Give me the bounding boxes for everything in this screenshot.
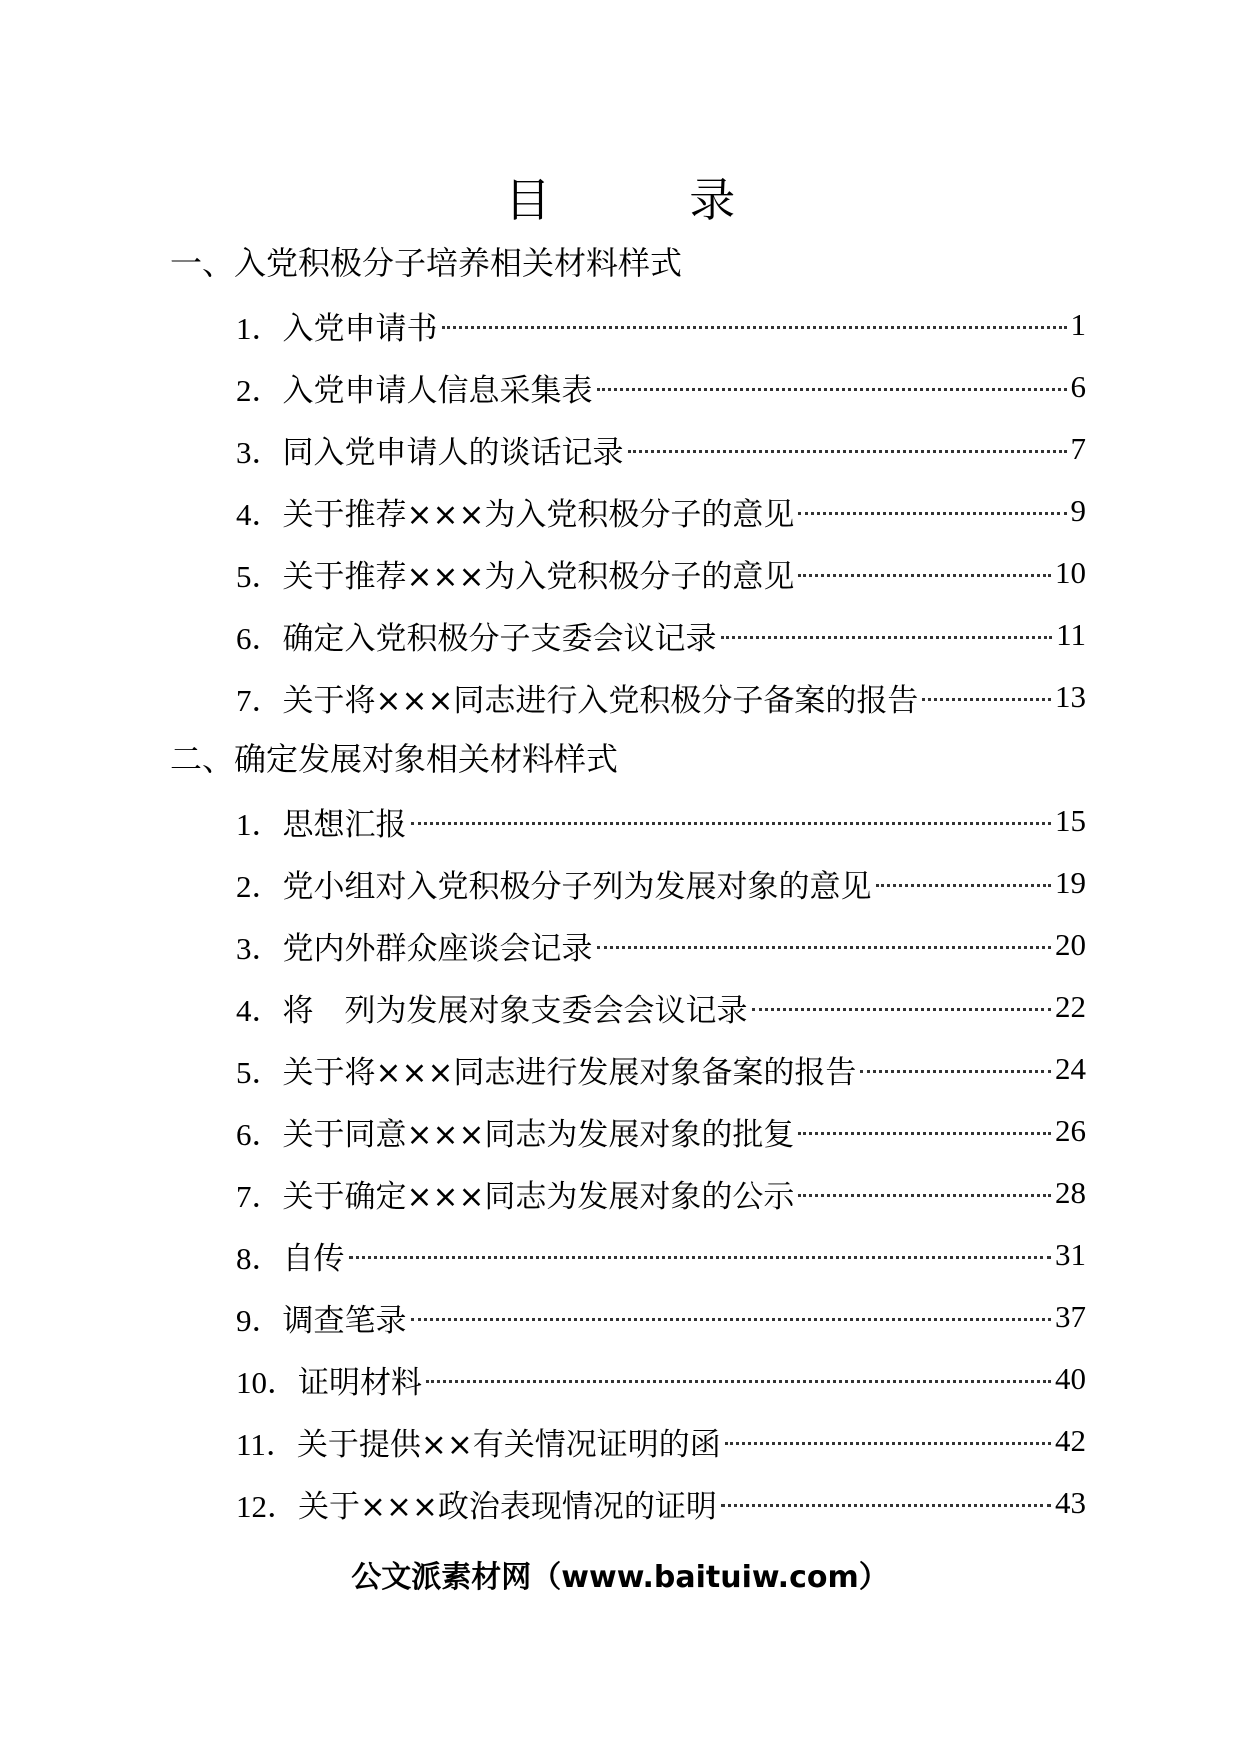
entry-page-number: 1 — [1070, 307, 1086, 342]
entry-page-number: 20 — [1055, 927, 1086, 962]
toc-entry[interactable] — [236, 1038, 1086, 1100]
dot-leader — [798, 511, 1066, 515]
dot-leader — [426, 1379, 1051, 1383]
entry-number: 3． — [236, 434, 283, 470]
toc-entry[interactable] — [236, 790, 1086, 852]
entry-title: 确定入党积极分子支委会议记录 — [282, 620, 717, 657]
dot-leader — [798, 1193, 1051, 1197]
dot-leader — [721, 1503, 1051, 1507]
toc-entry[interactable] — [236, 356, 1086, 418]
page-title: 目 录 — [504, 173, 798, 227]
toc-entry[interactable] — [236, 604, 1086, 666]
footer-watermark: 公文派素材网（www.baituiw.com） — [351, 1560, 889, 1595]
dot-leader — [798, 573, 1051, 577]
dot-leader — [721, 635, 1053, 639]
entry-page-number: 10 — [1055, 555, 1086, 590]
entry-page-number: 40 — [1055, 1361, 1086, 1396]
entry-page-number: 7 — [1070, 431, 1086, 466]
entry-number: 1． — [236, 310, 283, 346]
entry-title: 证明材料 — [298, 1364, 422, 1401]
entry-page-number: 19 — [1055, 865, 1086, 900]
toc-entry[interactable] — [236, 294, 1086, 356]
entry-title: 党小组对入党积极分子列为发展对象的意见 — [282, 868, 872, 905]
entry-number: 8． — [236, 1240, 283, 1276]
entry-title: 关于推荐×××为入党积极分子的意见 — [282, 496, 795, 533]
toc-entry[interactable] — [236, 1100, 1086, 1162]
toc-entry[interactable] — [236, 1410, 1086, 1472]
entry-page-number: 42 — [1055, 1423, 1086, 1458]
entry-number: 10． — [236, 1364, 298, 1400]
entry-page-number: 24 — [1055, 1051, 1086, 1086]
entry-title: 入党申请书 — [282, 310, 438, 347]
entry-number: 9． — [236, 1302, 283, 1338]
toc-entry[interactable] — [236, 1162, 1086, 1224]
entry-title: 关于×××政治表现情况的证明 — [298, 1488, 717, 1525]
entry-page-number: 26 — [1055, 1113, 1086, 1148]
entry-title: 同入党申请人的谈话记录 — [282, 434, 624, 471]
entry-page-number: 28 — [1055, 1175, 1086, 1210]
entry-title: 关于将×××同志进行入党积极分子备案的报告 — [282, 682, 919, 719]
dot-leader — [411, 1317, 1052, 1321]
entry-number: 6． — [236, 620, 283, 656]
entry-number: 7． — [236, 1178, 283, 1214]
entry-number: 11． — [236, 1426, 297, 1462]
entry-page-number: 11 — [1056, 617, 1086, 652]
dot-leader — [876, 883, 1052, 887]
entry-title: 关于将×××同志进行发展对象备案的报告 — [282, 1054, 857, 1091]
entry-page-number: 31 — [1055, 1237, 1086, 1272]
toc-entry[interactable] — [236, 1224, 1086, 1286]
section-heading: 二、确定发展对象相关材料样式 — [170, 740, 619, 778]
entry-number: 12． — [236, 1488, 298, 1524]
entry-page-number: 43 — [1055, 1485, 1086, 1520]
table-of-contents — [0, 232, 1240, 1534]
toc-entry[interactable] — [236, 480, 1086, 542]
dot-leader — [349, 1255, 1052, 1259]
entry-title: 关于同意×××同志为发展对象的批复 — [282, 1116, 795, 1153]
entry-number: 2． — [236, 372, 283, 408]
dot-leader — [597, 387, 1067, 391]
dot-leader — [725, 1441, 1051, 1445]
entry-number: 7． — [236, 682, 283, 718]
entry-number: 4． — [236, 496, 283, 532]
entry-number: 4． — [236, 992, 283, 1028]
dot-leader — [860, 1069, 1051, 1073]
entry-number: 5． — [236, 558, 283, 594]
entry-page-number: 13 — [1055, 679, 1086, 714]
entry-page-number: 9 — [1070, 493, 1086, 528]
entry-title: 关于确定×××同志为发展对象的公示 — [282, 1178, 795, 1215]
entry-number: 2． — [236, 868, 283, 904]
toc-entry[interactable] — [236, 1472, 1086, 1534]
toc-entry[interactable] — [236, 852, 1086, 914]
entry-title: 调查笔录 — [282, 1302, 407, 1339]
entry-title: 关于提供××有关情况证明的函 — [296, 1426, 721, 1463]
dot-leader — [752, 1007, 1052, 1011]
entry-number: 3． — [236, 930, 283, 966]
dot-leader — [628, 449, 1067, 453]
entry-title: 思想汇报 — [282, 806, 407, 843]
entry-page-number: 15 — [1055, 803, 1086, 838]
toc-entry[interactable] — [236, 1348, 1086, 1410]
entry-number: 6． — [236, 1116, 283, 1152]
toc-entry[interactable] — [236, 418, 1086, 480]
entry-page-number: 6 — [1070, 369, 1086, 404]
dot-leader — [922, 697, 1051, 701]
entry-title: 关于推荐×××为入党积极分子的意见 — [282, 558, 795, 595]
toc-entry[interactable] — [236, 976, 1086, 1038]
toc-entry[interactable] — [236, 1286, 1086, 1348]
toc-entry[interactable] — [236, 542, 1086, 604]
dot-leader — [442, 325, 1067, 329]
toc-entry[interactable] — [236, 914, 1086, 976]
section-heading: 一、入党积极分子培养相关材料样式 — [170, 244, 683, 282]
dot-leader — [798, 1131, 1051, 1135]
entry-title: 入党申请人信息采集表 — [282, 372, 593, 409]
entry-title: 将 列为发展对象支委会会议记录 — [282, 992, 748, 1029]
dot-leader — [597, 945, 1052, 949]
entry-title: 党内外群众座谈会记录 — [282, 930, 593, 967]
dot-leader — [411, 821, 1052, 825]
entry-title: 自传 — [282, 1240, 345, 1277]
entry-page-number: 37 — [1055, 1299, 1086, 1334]
entry-page-number: 22 — [1055, 989, 1086, 1024]
toc-entry[interactable] — [236, 666, 1086, 728]
entry-number: 5． — [236, 1054, 283, 1090]
entry-number: 1． — [236, 806, 283, 842]
